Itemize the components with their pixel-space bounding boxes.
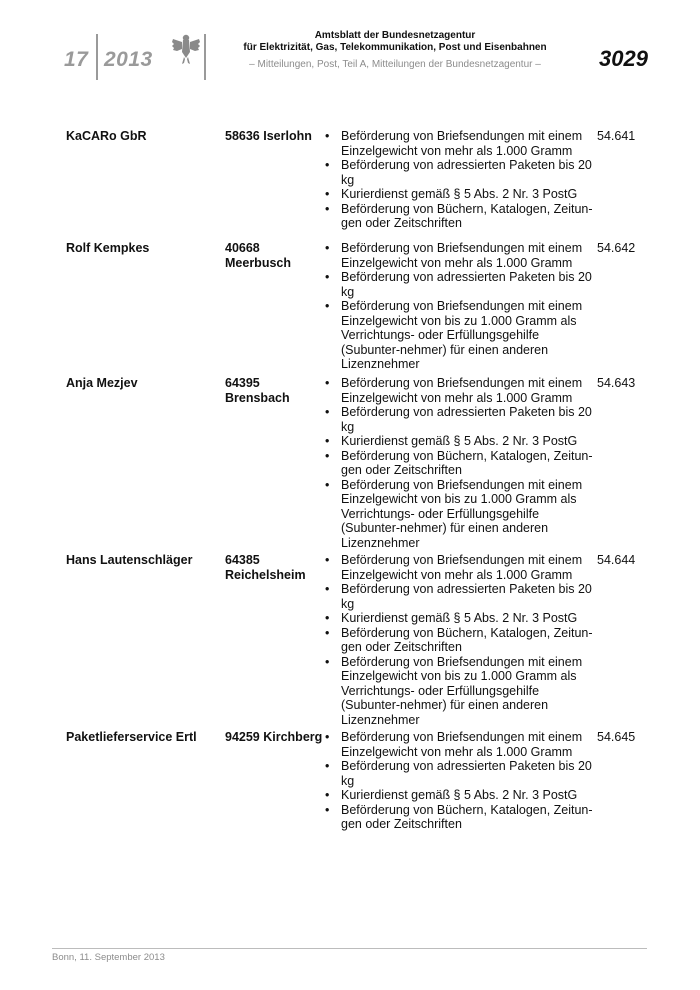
journal-title: Amtsblatt der Bundesnetzagentur — [314, 30, 476, 41]
footer-divider — [52, 948, 647, 949]
service-item: • Beförderung von Büchern, Katalogen, Zeitun-gen oder Zeitschriften — [325, 202, 593, 231]
federal-eagle-icon — [171, 32, 201, 66]
license-entry — [66, 730, 650, 830]
location-line: Reichelsheim — [225, 567, 306, 582]
location-line: Brensbach — [225, 390, 290, 405]
license-number: 54.643 — [597, 376, 636, 390]
license-number: 54.642 — [597, 241, 636, 255]
location-line: 58636 Iserlohn — [225, 129, 312, 143]
service-item: • Kurierdienst gemäß § 5 Abs. 2 Nr. 3 PostG — [325, 788, 593, 803]
footer-date: Bonn, 11. September 2013 — [52, 952, 165, 963]
service-list — [325, 376, 593, 550]
licensee-name: Anja Mezjev — [66, 376, 138, 390]
location-line: 64385 — [225, 553, 260, 567]
journal-subtitle: für Elektrizität, Gas, Telekommunikation, Post und Eisenbahnen — [243, 42, 547, 53]
service-item: • Beförderung von adressierten Paketen bis 20 kg — [325, 405, 593, 434]
service-item: • Kurierdienst gemäß § 5 Abs. 2 Nr. 3 PostG — [325, 611, 593, 626]
service-list — [325, 730, 593, 832]
service-item: • Beförderung von Briefsendungen mit einem Einzelgewicht von mehr als 1.000 Gramm — [325, 241, 593, 270]
license-entry — [66, 376, 650, 553]
service-item: • Beförderung von Büchern, Katalogen, Zeitun-gen oder Zeitschriften — [325, 449, 593, 478]
license-number: 54.645 — [597, 730, 636, 744]
licensee-name: Hans Lautenschläger — [66, 553, 193, 567]
service-item: • Beförderung von Briefsendungen mit einem Einzelgewicht von bis zu 1.000 Gramm als Verrichtungs- oder Erfüllungsgehilfe (Subunter-nehmer) für einen anderen Lizenznehmer — [325, 655, 593, 728]
location-line: 94259 Kirchberg — [225, 730, 323, 744]
license-entry — [66, 129, 650, 241]
licensee-location — [225, 129, 325, 144]
service-item: • Kurierdienst gemäß § 5 Abs. 2 Nr. 3 PostG — [325, 434, 593, 449]
license-number: 54.641 — [597, 129, 636, 143]
service-item: • Beförderung von adressierten Paketen bis 20 kg — [325, 759, 593, 788]
license-number: 54.644 — [597, 553, 636, 567]
service-item: • Beförderung von Büchern, Katalogen, Zeitun-gen oder Zeitschriften — [325, 803, 593, 832]
service-item: • Beförderung von adressierten Paketen bis 20 kg — [325, 582, 593, 611]
license-entry — [66, 553, 650, 730]
licensee-location — [225, 376, 325, 405]
issue-year: 2013 — [104, 48, 153, 71]
page-header — [0, 0, 700, 100]
service-list — [325, 241, 593, 372]
emblem-divider — [204, 34, 206, 80]
service-item: • Beförderung von Briefsendungen mit einem Einzelgewicht von mehr als 1.000 Gramm — [325, 553, 593, 582]
licensee-location — [225, 241, 325, 270]
service-item: • Beförderung von Briefsendungen mit einem Einzelgewicht von mehr als 1.000 Gramm — [325, 376, 593, 405]
license-list — [66, 129, 650, 830]
licensee-location — [225, 553, 325, 582]
page-number: 3029 — [599, 46, 648, 71]
licensee-name: Rolf Kempkes — [66, 241, 150, 255]
licensee-name: Paketlieferservice Ertl — [66, 730, 197, 744]
service-item: • Beförderung von Briefsendungen mit einem Einzelgewicht von bis zu 1.000 Gramm als Verrichtungs- oder Erfüllungsgehilfe (Subunter-nehmer) für einen anderen Lizenznehmer — [325, 299, 593, 372]
location-line: 40668 — [225, 241, 260, 255]
service-item: • Beförderung von Briefsendungen mit einem Einzelgewicht von mehr als 1.000 Gramm — [325, 129, 593, 158]
service-item: • Beförderung von adressierten Paketen bis 20 kg — [325, 158, 593, 187]
licensee-location — [225, 730, 325, 745]
location-line: Meerbusch — [225, 255, 291, 270]
service-list — [325, 553, 593, 727]
location-line: 64395 — [225, 376, 260, 390]
service-item: • Beförderung von Briefsendungen mit einem Einzelgewicht von mehr als 1.000 Gramm — [325, 730, 593, 759]
service-list — [325, 129, 593, 231]
licensee-name: KaCARo GbR — [66, 129, 147, 143]
service-item: • Beförderung von adressierten Paketen bis 20 kg — [325, 270, 593, 299]
license-entry — [66, 241, 650, 376]
section-subtitle: – Mitteilungen, Post, Teil A, Mitteilungen der Bundesnetzagentur – — [249, 59, 541, 70]
service-item: • Beförderung von Büchern, Katalogen, Zeitun-gen oder Zeitschriften — [325, 626, 593, 655]
service-item: • Kurierdienst gemäß § 5 Abs. 2 Nr. 3 PostG — [325, 187, 593, 202]
service-item: • Beförderung von Briefsendungen mit einem Einzelgewicht von bis zu 1.000 Gramm als Verrichtungs- oder Erfüllungsgehilfe (Subunter-nehmer) für einen anderen Lizenznehmer — [325, 478, 593, 551]
issue-divider — [96, 34, 98, 80]
issue-number: 17 — [64, 48, 89, 71]
